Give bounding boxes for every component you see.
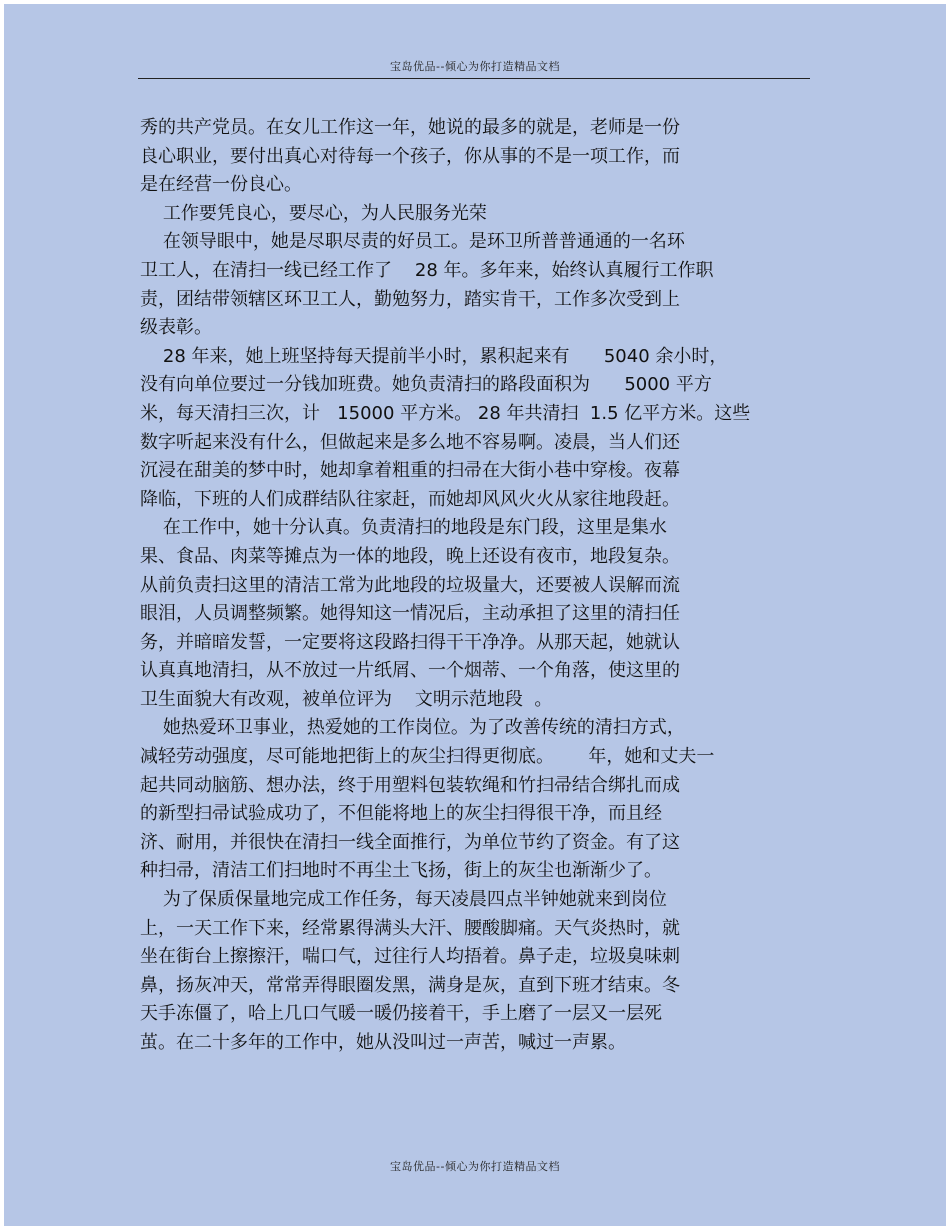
page-footer: 宝岛优品--倾心为你打造精品文档	[390, 1160, 560, 1173]
text-line: 天手冻僵了，哈上几口气暖一暖仍接着干，手上磨了一层又一层死	[140, 1003, 662, 1025]
text-line: 卫生面貌大有改观，被单位评为 文明示范地段 。	[140, 688, 553, 710]
text-line: 济、耐用，并很快在清扫一线全面推行，为单位节约了资金。有了这	[140, 831, 680, 853]
text-line: 在工作中，她十分认真。负责清扫的地段是东门段，这里是集水	[140, 517, 667, 539]
text-line: 务，并暗暗发誓，一定要将这段路扫得干干净净。从那天起，她就认	[140, 631, 680, 653]
text-line: 没有向单位要过一分钱加班费。她负责清扫的路段面积为 5000 平方	[140, 374, 712, 396]
text-line: 果、食品、肉菜等摊点为一体的地段，晚上还设有夜市，地段复杂。	[140, 545, 680, 567]
text-line: 认真真地清扫，从不放过一片纸屑、一个烟蒂、一个角落，使这里的	[140, 660, 680, 682]
text-line: 为了保质保量地完成工作任务，每天凌晨四点半钟她就来到岗位	[140, 889, 667, 911]
text-line: 从前负责扫这里的清洁工常为此地段的垃圾量大，还要被人误解而流	[140, 574, 680, 596]
text-line: 良心职业，要付出真心对待每一个孩子，你从事的不是一项工作，而	[140, 145, 680, 167]
text-line: 的新型扫帚试验成功了，不但能将地上的灰尘扫得很干净，而且经	[140, 803, 662, 825]
text-line: 减轻劳动强度，尽可能地把街上的灰尘扫得更彻底。 年，她和丈夫一	[140, 746, 715, 768]
text-line: 沉浸在甜美的梦中时，她却拿着粗重的扫帚在大街小巷中穿梭。夜幕	[140, 460, 680, 482]
text-line: 是在经营一份良心。	[140, 174, 302, 196]
text-line: 茧。在二十多年的工作中，她从没叫过一声苦，喊过一声累。	[140, 1032, 626, 1053]
text-line: 上，一天工作下来，经常累得满头大汗、腰酸脚痛。天气炎热时，就	[140, 917, 680, 939]
text-line: 在领导眼中，她是尽职尽责的好员工。是环卫所普普通通的一名环	[140, 231, 685, 253]
text-line: 起共同动脑筋、想办法，终于用塑料包装软绳和竹扫帚结合绑扎而成	[140, 774, 680, 796]
document-body	[140, 114, 820, 1058]
header-divider	[138, 78, 810, 79]
text-line: 数字听起来没有什么，但做起来是多么地不容易啊。凌晨，当人们还	[140, 431, 680, 453]
page-header: 宝岛优品--倾心为你打造精品文档	[390, 60, 560, 73]
text-line: 卫工人，在清扫一线已经工作了 28 年。多年来，始终认真履行工作职	[140, 259, 714, 281]
text-line: 种扫帚，清洁工们扫地时不再尘土飞扬，街上的灰尘也渐渐少了。	[140, 860, 662, 882]
text-line: 鼻，扬灰冲天，常常弄得眼圈发黑，满身是灰，直到下班才结束。冬	[140, 974, 680, 996]
text-line: 28 年来，她上班坚持每天提前半小时，累积起来有 5040 余小时，	[140, 345, 728, 367]
text-line: 责，团结带领辖区环卫工人，勤勉努力，踏实肯干，工作多次受到上	[140, 288, 680, 310]
text-line: 米，每天清扫三次，计 15000 平方米。 28 年共清扫 1.5 亿平方米。这些	[140, 402, 751, 424]
section-heading: 工作要凭良心，要尽心，为人民服务光荣	[140, 202, 487, 224]
text-line: 眼泪，人员调整频繁。她得知这一情况后，主动承担了这里的清扫任	[140, 603, 680, 625]
text-line: 降临，下班的人们成群结队往家赶，而她却风风火火从家往地段赶。	[140, 488, 680, 510]
text-line: 秀的共产党员。在女儿工作这一年，她说的最多的就是，老师是一份	[140, 117, 680, 138]
text-line: 级表彰。	[140, 317, 212, 339]
text-line: 坐在街台上擦擦汗，喘口气，过往行人均捂着。鼻子走，垃圾臭味刺	[140, 946, 680, 968]
text-line: 她热爱环卫事业，热爱她的工作岗位。为了改善传统的清扫方式，	[140, 717, 685, 739]
